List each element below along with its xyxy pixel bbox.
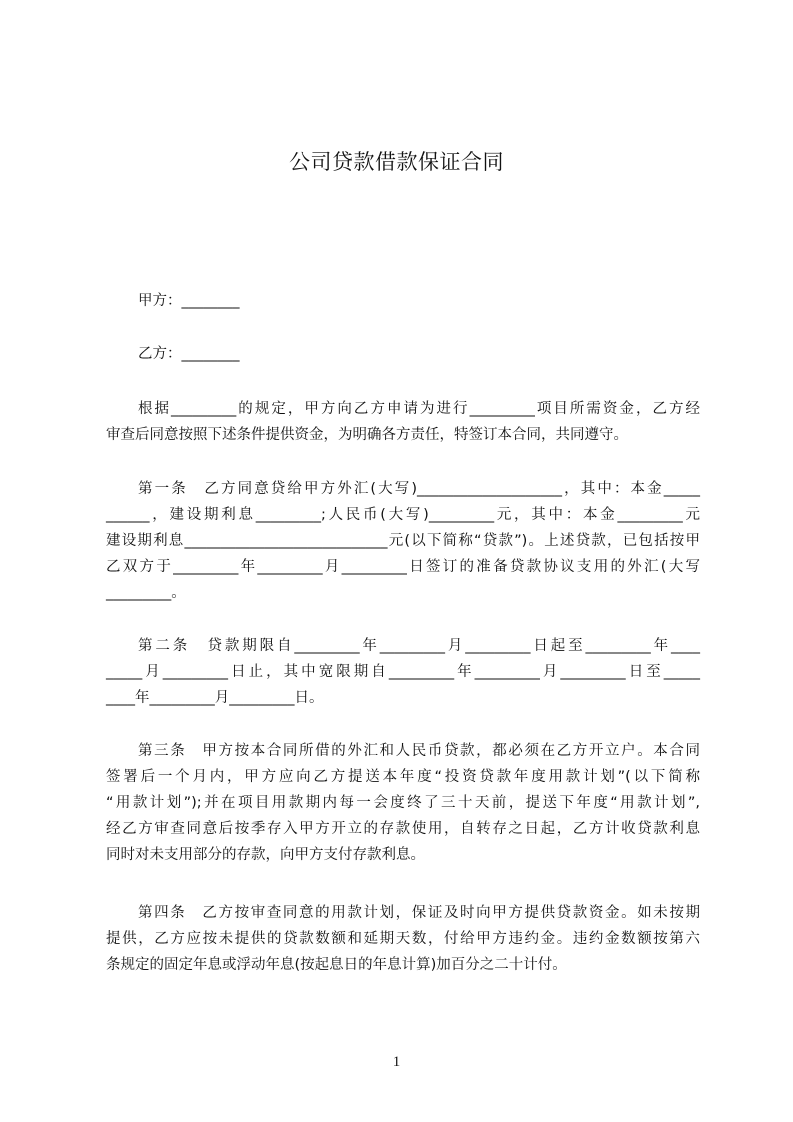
preamble-paragraph — [106, 396, 700, 448]
paragraph-line: 第三条 甲方按本合同所借的外汇和人民币贷款，都必须在乙方开立户。本合同 — [138, 743, 700, 759]
party-b-line: 乙方：________ — [138, 346, 240, 362]
contract-title: 公司贷款借款保证合同 — [289, 150, 504, 174]
paragraph-line: ____年_________月_________日。 — [106, 690, 324, 706]
paragraph-line: 乙双方于_________年_________月_________日签订的准备贷款协议支用的外汇(大写 — [106, 559, 700, 575]
paragraph-line: 提供，乙方应按未提供的贷款数额和延期天数，付给甲方违约金。违约金数额按第六 — [106, 931, 700, 947]
paragraph-line: 审查后同意按照下述条件提供资金，为明确各方责任，特签订本合同，共同遵守。 — [106, 427, 628, 443]
paragraph-line: 签署后一个月内，甲方应向乙方提送本年度“投资贷款年度用款计划”(以下简称 — [106, 769, 700, 785]
paragraph-line: _________。 — [106, 585, 186, 601]
paragraph-line: 第一条 乙方同意贷给甲方外汇(大写)____________________，其中：本金_____ — [138, 481, 700, 497]
paragraph-line: _____月_________日止，其中宽限期自_________年_________月_________日至_____ — [106, 664, 700, 680]
paragraph-line: 经乙方审查同意后按季存入甲方开立的存款使用，自转存之日起，乙方计收贷款利息 — [106, 821, 700, 837]
paragraph-line: “用款计划”);并在项目用款期内每一会度终了三十天前，提送下年度“用款计划”, — [106, 795, 700, 811]
article-3-paragraph — [106, 738, 700, 868]
article-4-paragraph — [106, 900, 700, 978]
paragraph-line: ______，建设期利息_________;人民币(大写)_________元，其中：本金_________元 — [106, 507, 700, 523]
paragraph-line: 条规定的固定年息或浮动年息(按起息日的年息计算)加百分之二十计付。 — [106, 957, 567, 973]
article-2-paragraph — [106, 633, 700, 711]
article-1-paragraph — [106, 476, 700, 606]
party-a-line: 甲方：________ — [138, 293, 240, 309]
page-number: 1 — [392, 1054, 401, 1070]
paragraph-line: 建设期利息____________________________元(以下简称“贷款”)。上述贷款，已包括按甲 — [106, 533, 700, 549]
paragraph-line: 同时对未支用部分的存款，向甲方支付存款利息。 — [106, 847, 425, 863]
paragraph-line: 第二条 贷款期限自_________年_________月_________日起至_________年____ — [138, 638, 700, 654]
paragraph-line: 根据_________的规定，甲方向乙方申请为进行_________项目所需资金，乙方经 — [138, 401, 700, 417]
paragraph-line: 第四条 乙方按审查同意的用款计划，保证及时向甲方提供贷款资金。如未按期 — [138, 905, 700, 921]
